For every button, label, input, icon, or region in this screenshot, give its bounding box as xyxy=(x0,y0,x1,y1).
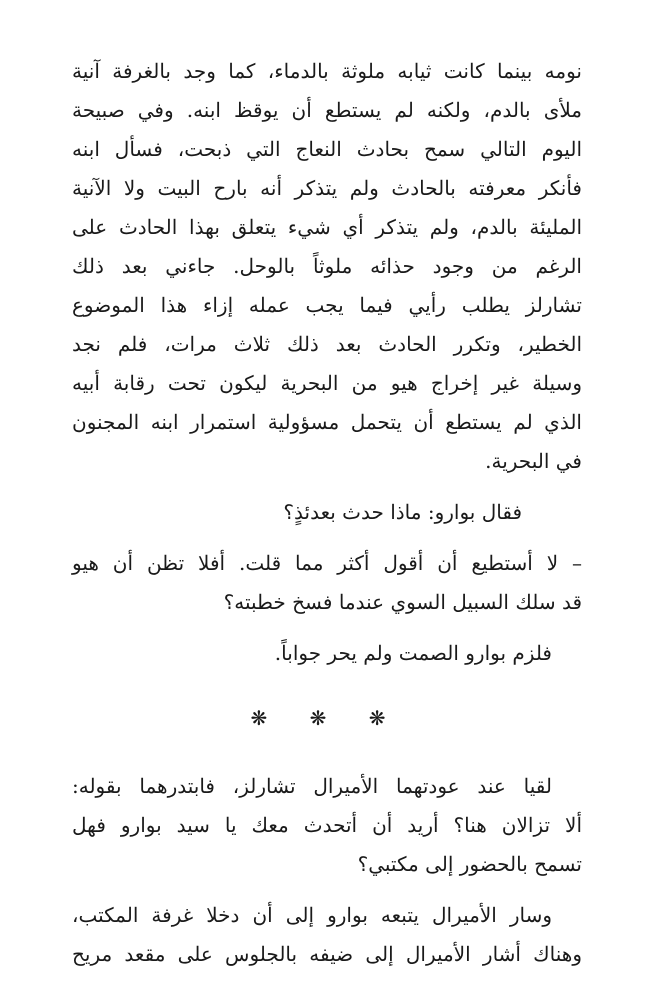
text-line: في البحرية. xyxy=(485,449,582,473)
text-line: ملأى بالدم، ولكنه لم يستطع أن يوقظ ابنه. وفي صبيحة xyxy=(72,98,582,122)
paragraph-4 xyxy=(72,634,582,673)
book-page xyxy=(72,52,582,974)
text-line: وسار الأميرال يتبعه بوارو إلى أن دخلا غرفة المكتب، xyxy=(72,903,552,927)
paragraph-3 xyxy=(72,544,582,622)
paragraph-6 xyxy=(72,896,582,974)
text-line: اليوم التالي سمح بحادث النعاج التي ذبحت، فسأل ابنه xyxy=(72,137,582,161)
text-line: لقيا عند عودتهما الأميرال تشارلز، فابتدرهما بقوله: xyxy=(72,774,552,798)
paragraph-1 xyxy=(72,52,582,481)
paragraph-2 xyxy=(72,493,582,532)
text-line: قد سلك السبيل السوي عندما فسخ خطبته؟ xyxy=(223,590,582,614)
text-line: وسيلة غير إخراج هيو من البحرية ليكون تحت رقابة أبيه xyxy=(72,371,582,395)
text-line: الخطير، وتكرر الحادث بعد ذلك ثلاث مرات، فلم نجد xyxy=(72,332,582,356)
text-line: تسمح بالحضور إلى مكتبي؟ xyxy=(357,852,582,876)
text-line: وهناك أشار الأميرال إلى ضيفه بالجلوس على مقعد مريح xyxy=(72,942,582,966)
text-line: تشارلز يطلب رأيي فيما يجب عمله إزاء هذا الموضوع xyxy=(72,293,582,317)
text-line: الذي لم يستطع أن يتحمل مسؤولية استمرار ابنه المجنون xyxy=(72,410,582,434)
text-line: فلزم بوارو الصمت ولم يحر جواباً. xyxy=(274,641,552,665)
text-line: – لا أستطيع أن أقول أكثر مما قلت. أفلا تظن أن هيو xyxy=(72,551,582,575)
text-line: المليئة بالدم، ولم يتذكر أي شيء يتعلق بهذا الحادث على xyxy=(72,215,582,239)
text-line: فقال بوارو: ماذا حدث بعدئذٍ؟ xyxy=(283,500,522,524)
paragraph-5 xyxy=(72,767,582,884)
text-line: ألا تزالان هنا؟ أريد أن أتحدث معك يا سيد بوارو فهل xyxy=(72,813,582,837)
section-separator: ❋ ❋ ❋ xyxy=(250,706,404,730)
text-line: فأنكر معرفته بالحادث ولم يتذكر أنه بارح البيت ولا الآنية xyxy=(72,176,582,200)
text-line: الرغم من وجود حذائه ملوثاً بالوحل. جاءني بعد ذلك xyxy=(72,254,582,278)
text-line: نومه بينما كانت ثيابه ملوثة بالدماء، كما وجد بالغرفة آنية xyxy=(72,59,582,83)
